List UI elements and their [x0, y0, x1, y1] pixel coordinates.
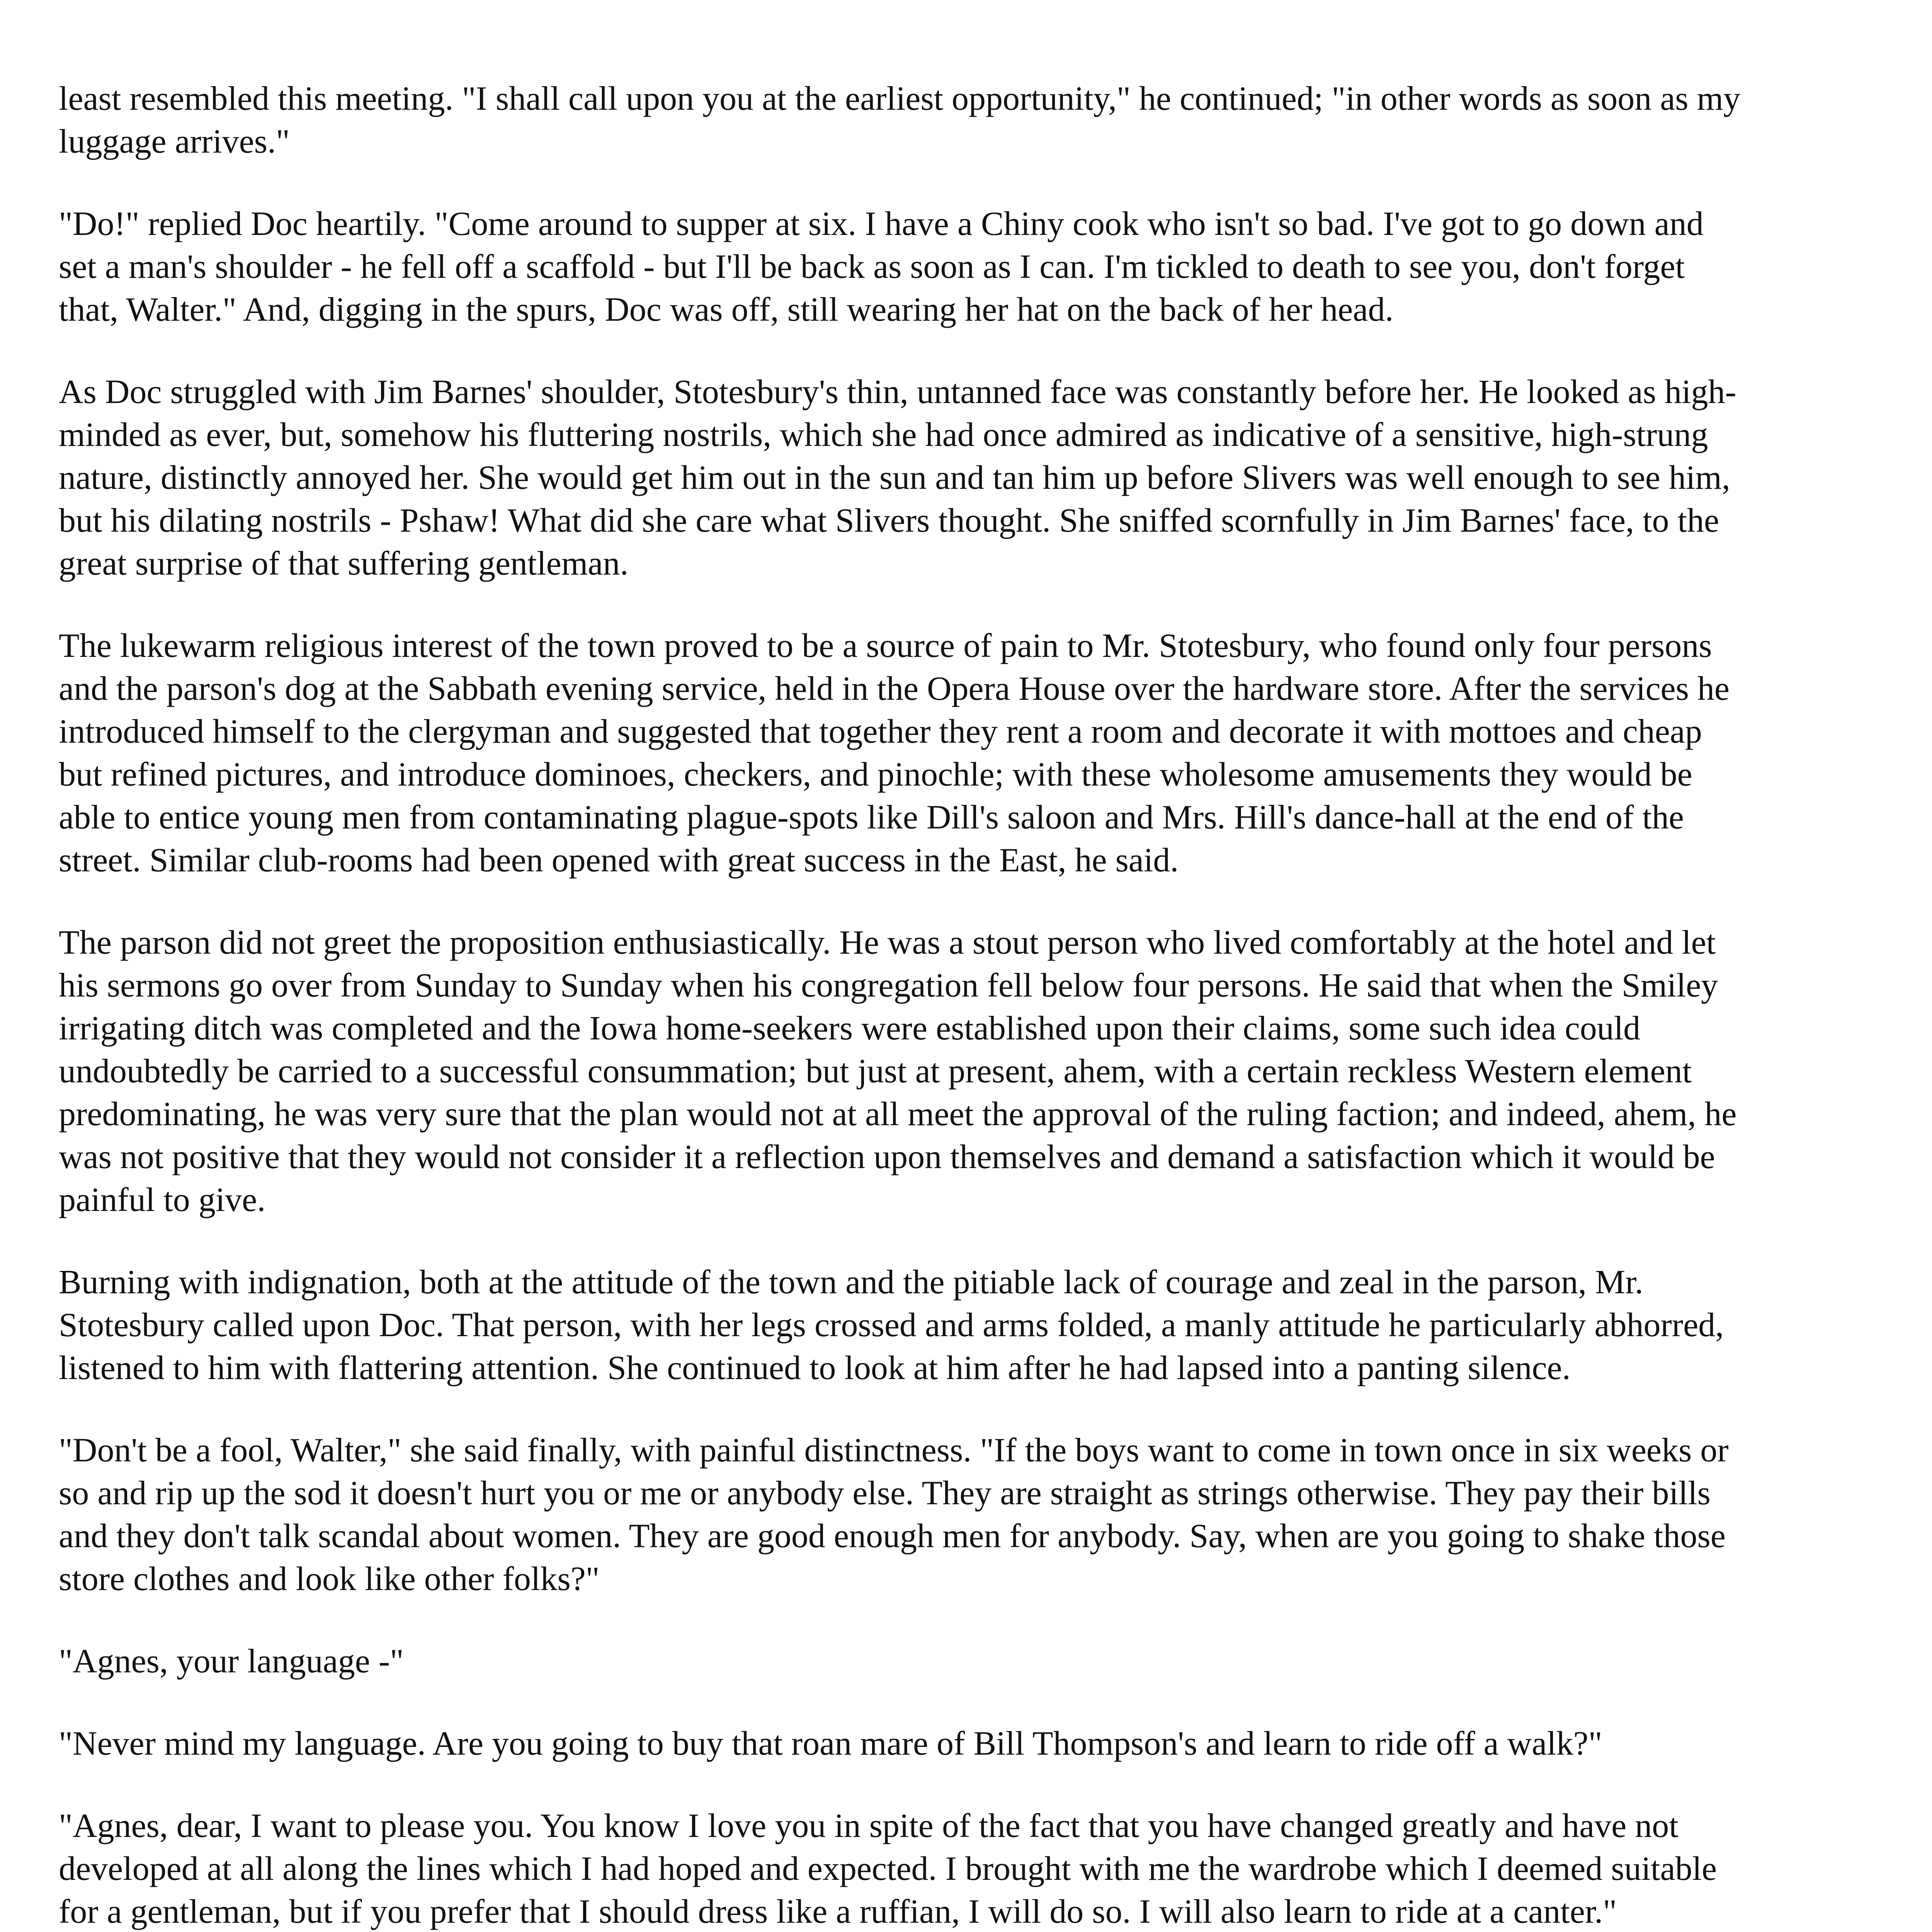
paragraph-3: As Doc struggled with Jim Barnes' shoulder, Stotesbury's thin, untanned face was constantly before her. He looked as high-minded as ever, but, somehow his fluttering nostrils, which she had once admired as indicative of a sensitive, high-strung nature, distinctly annoyed her. She would get him out in the sun and tan him up before Slivers was well enough to see him, but his dilating nostrils - Pshaw! What did she care what Slivers thought. She sniffed scornfully in Jim Barnes' face, to the great surprise of that suffering gentleman. [59, 373, 1736, 582]
paragraph-7: "Don't be a fool, Walter," she said finally, with painful distinctness. "If the boys want to come in town once in six weeks or so and rip up the sod it doesn't hurt you or me or anybody else. They are straight as strings otherwise. They pay their bills and they don't talk scandal about women. They are good enough men for anybody. Say, when are you going to shake those store clothes and look like other folks?" [59, 1432, 1729, 1598]
paragraph-4: The lukewarm religious interest of the town proved to be a source of pain to Mr. Stotesbury, who found only four persons and the parson's dog at the Sabbath evening service, held in the Opera House over the hardware store. After the services he introduced himself to the clergyman and suggested that together they rent a room and decorate it with mottoes and cheap but refined pictures, and introduce dominoes, checkers, and pinochle; with these wholesome amusements they would be able to entice young men from contaminating plague-spots like Dill's saloon and Mrs. Hill's dance-hall at the end of the street. Similar club-rooms had been opened with great success in the East, he said. [59, 627, 1730, 879]
paragraph-10: "Agnes, dear, I want to please you. You know I love you in spite of the fact that you have changed greatly and have not developed at all along the lines which I had hoped and expected. I brought with me the wardrobe which I deemed suitable for a gentleman, but if you prefer that I should dress like a ruffian, I will do so. I will also learn to ride at a canter." [59, 1807, 1717, 1930]
paragraph-6: Burning with indignation, both at the attitude of the town and the pitiable lack of courage and zeal in the parson, Mr. Stotesbury called upon Doc. That person, with her legs crossed and arms folded, a manly attitude he particularly abhorred, listened to him with flattering attention. She continued to look at him after he had lapsed into a panting silence. [59, 1264, 1724, 1387]
paragraph-5: The parson did not greet the proposition enthusiastically. He was a stout person who lived comfortably at the hotel and let his sermons go over from Sunday to Sunday when his congregation fell below four persons. He said that when the Smiley irrigating ditch was completed and the Iowa home-seekers were established upon their claims, some such idea could undoubtedly be carried to a successful consummation; but just at present, ahem, with a certain reckless Western element predominating, he was very sure that the plan would not at all meet the approval of the ruling faction; and indeed, ahem, he was not positive that they would not consider it a reflection upon themselves and demand a satisfaction which it would be painful to give. [59, 924, 1737, 1219]
document-page [59, 77, 1743, 1932]
paragraph-9: "Never mind my language. Are you going to buy that roan mare of Bill Thompson's and learn to ride off a walk?" [59, 1725, 1602, 1762]
paragraph-1: least resembled this meeting. "I shall call upon you at the earliest opportunity," he continued; "in other words as soon as my luggage arrives." [59, 80, 1741, 160]
paragraph-2: "Do!" replied Doc heartily. "Come around to supper at six. I have a Chiny cook who isn't so bad. I've got to go down and set a man's shoulder - he fell off a scaffold - but I'll be back as soon as I can. I'm tickled to death to see you, don't forget that, Walter." And, digging in the spurs, Doc was off, still wearing her hat on the back of her head. [59, 205, 1704, 328]
paragraph-8: "Agnes, your language -" [59, 1643, 404, 1680]
